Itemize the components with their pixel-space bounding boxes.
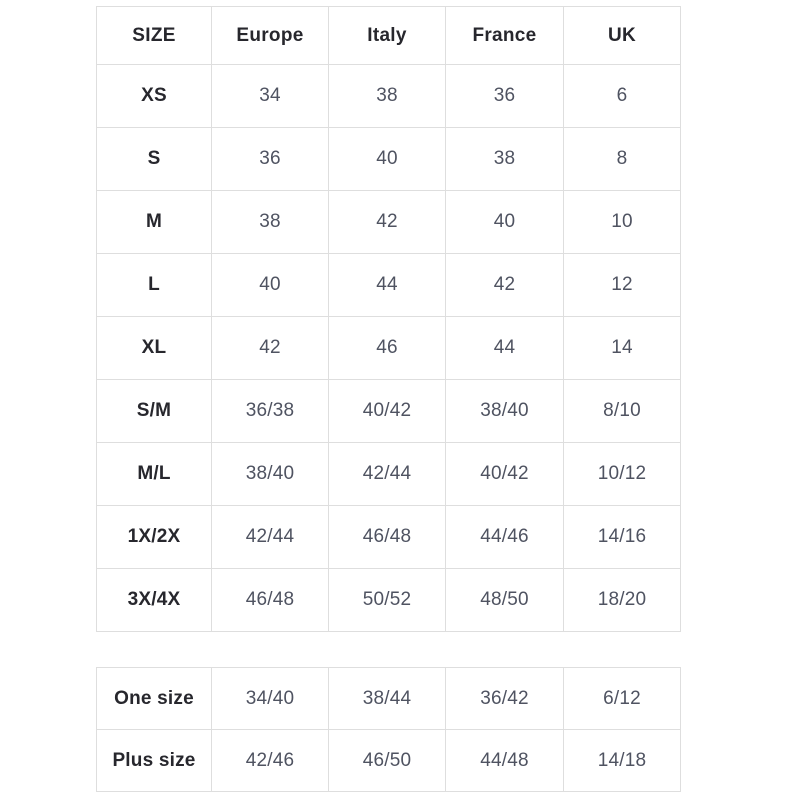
table-row <box>97 668 681 730</box>
size-value-cell: 14/16 <box>564 506 681 569</box>
table-row <box>97 730 681 792</box>
size-value-cell: 44/46 <box>446 506 564 569</box>
size-value-cell: 38/40 <box>212 443 329 506</box>
size-value-cell: 38/40 <box>446 380 564 443</box>
size-value-cell: 36/38 <box>212 380 329 443</box>
size-value-cell: 40 <box>446 191 564 254</box>
column-header-italy: Italy <box>329 7 446 65</box>
table-row <box>97 317 681 380</box>
row-label: M/L <box>97 443 212 506</box>
size-value-cell: 48/50 <box>446 569 564 632</box>
size-value-cell: 6 <box>564 65 681 128</box>
size-value-cell: 12 <box>564 254 681 317</box>
size-value-cell: 34/40 <box>212 668 329 730</box>
size-value-cell: 50/52 <box>329 569 446 632</box>
size-conversion-table <box>96 6 681 632</box>
row-label: L <box>97 254 212 317</box>
size-value-cell: 18/20 <box>564 569 681 632</box>
row-label: S <box>97 128 212 191</box>
special-sizes-table <box>96 667 681 792</box>
size-value-cell: 42 <box>212 317 329 380</box>
table-row <box>97 191 681 254</box>
size-value-cell: 44/48 <box>446 730 564 792</box>
column-header-size: SIZE <box>97 7 212 65</box>
size-value-cell: 38/44 <box>329 668 446 730</box>
table-row <box>97 128 681 191</box>
size-value-cell: 44 <box>446 317 564 380</box>
size-value-cell: 42/44 <box>212 506 329 569</box>
size-value-cell: 10 <box>564 191 681 254</box>
size-value-cell: 42/46 <box>212 730 329 792</box>
size-value-cell: 40 <box>329 128 446 191</box>
size-value-cell: 46/48 <box>212 569 329 632</box>
size-value-cell: 8 <box>564 128 681 191</box>
table-row <box>97 506 681 569</box>
row-label: 3X/4X <box>97 569 212 632</box>
row-label: Plus size <box>97 730 212 792</box>
size-value-cell: 46/48 <box>329 506 446 569</box>
size-value-cell: 42/44 <box>329 443 446 506</box>
table-row <box>97 254 681 317</box>
size-value-cell: 36 <box>212 128 329 191</box>
size-value-cell: 36/42 <box>446 668 564 730</box>
size-value-cell: 38 <box>212 191 329 254</box>
row-label: One size <box>97 668 212 730</box>
size-value-cell: 46 <box>329 317 446 380</box>
size-value-cell: 40/42 <box>446 443 564 506</box>
column-header-europe: Europe <box>212 7 329 65</box>
row-label: 1X/2X <box>97 506 212 569</box>
table-row <box>97 443 681 506</box>
row-label: XS <box>97 65 212 128</box>
row-label: S/M <box>97 380 212 443</box>
size-value-cell: 10/12 <box>564 443 681 506</box>
size-value-cell: 6/12 <box>564 668 681 730</box>
row-label: XL <box>97 317 212 380</box>
size-value-cell: 14 <box>564 317 681 380</box>
size-value-cell: 38 <box>329 65 446 128</box>
row-label: M <box>97 191 212 254</box>
size-value-cell: 44 <box>329 254 446 317</box>
header-row <box>97 7 681 65</box>
column-header-france: France <box>446 7 564 65</box>
size-value-cell: 46/50 <box>329 730 446 792</box>
size-value-cell: 42 <box>446 254 564 317</box>
table-row <box>97 380 681 443</box>
size-value-cell: 34 <box>212 65 329 128</box>
size-value-cell: 42 <box>329 191 446 254</box>
size-value-cell: 8/10 <box>564 380 681 443</box>
table-row <box>97 569 681 632</box>
size-value-cell: 40 <box>212 254 329 317</box>
table-row <box>97 65 681 128</box>
size-value-cell: 38 <box>446 128 564 191</box>
size-value-cell: 40/42 <box>329 380 446 443</box>
column-header-uk: UK <box>564 7 681 65</box>
size-value-cell: 36 <box>446 65 564 128</box>
size-value-cell: 14/18 <box>564 730 681 792</box>
